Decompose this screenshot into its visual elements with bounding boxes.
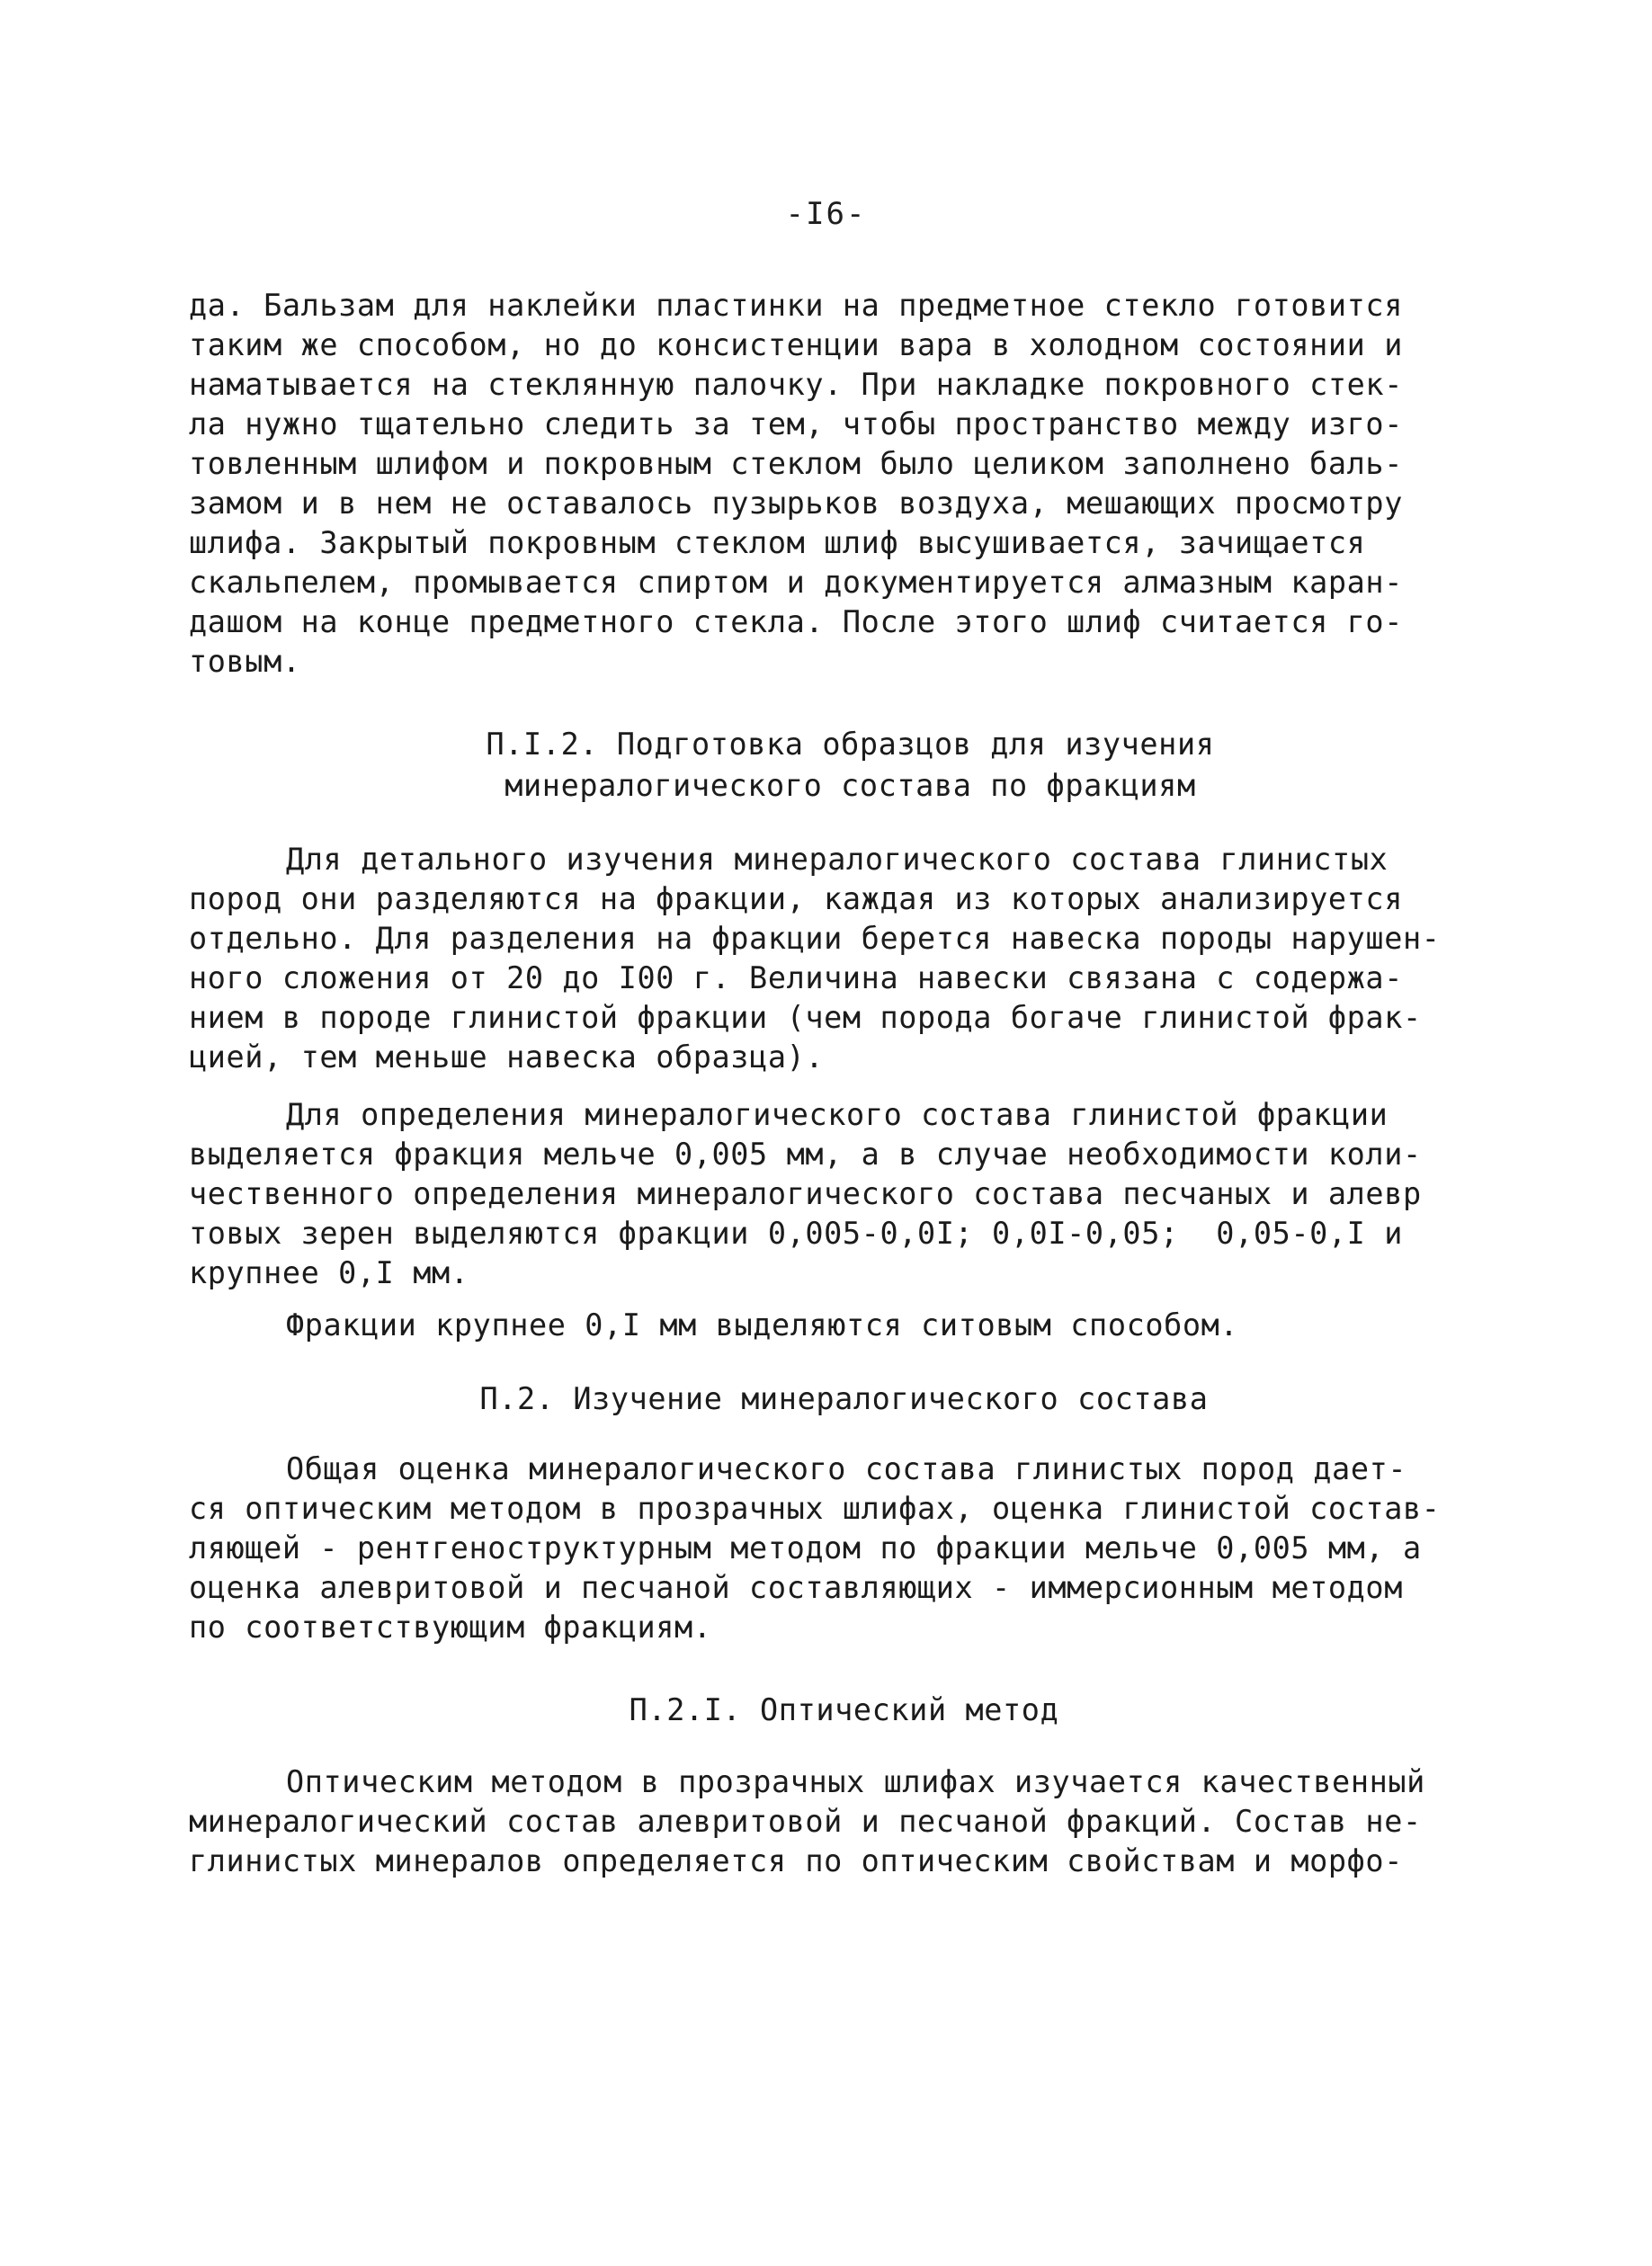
text-line: пород они разделяются на фракции, каждая из которых анализируется bbox=[189, 881, 1403, 916]
text-line: товых зерен выделяются фракции 0,005-0,0I; 0,0I-0,05; 0,05-0,I и bbox=[189, 1216, 1403, 1251]
page-number: -I6- bbox=[785, 196, 867, 232]
section-heading: минералогического состава по фракциям bbox=[505, 768, 1196, 803]
section-heading: П.I.2. Подготовка образцов для изучения bbox=[486, 727, 1215, 762]
text-line: нием в породе глинистой фракции (чем порода богаче глинистой фрак- bbox=[189, 1000, 1422, 1035]
text-line: Для определения минералогического состава глинистой фракции bbox=[286, 1097, 1389, 1132]
text-line: глинистых минералов определяется по оптическим свойствам и морфо- bbox=[189, 1843, 1403, 1878]
text-line: оценка алевритовой и песчаной составляющих - иммерсионным методом bbox=[189, 1570, 1403, 1605]
text-line: ла нужно тщательно следить за тем, чтобы пространство между изго- bbox=[189, 406, 1403, 442]
text-line: скальпелем, промывается спиртом и документируется алмазным каран- bbox=[189, 565, 1403, 600]
text-line: да. Бальзам для наклейки пластинки на предметное стекло готовится bbox=[189, 288, 1403, 323]
text-line: товым. bbox=[189, 644, 301, 679]
text-line: шлифа. Закрытый покровным стеклом шлиф высушивается, зачищается bbox=[189, 525, 1366, 560]
text-line: замом и в нем не оставалось пузырьков воздуха, мешающих просмотру bbox=[189, 486, 1403, 521]
text-line: дашом на конце предметного стекла. После этого шлиф считается го- bbox=[189, 604, 1403, 639]
text-line: цией, тем меньше навеска образца). bbox=[189, 1039, 825, 1075]
text-line: минералогический состав алевритовой и песчаной фракций. Состав не- bbox=[189, 1804, 1422, 1839]
text-line: Для детального изучения минералогического состава глинистых bbox=[286, 842, 1389, 877]
text-line: товленным шлифом и покровным стеклом было целиком заполнено баль- bbox=[189, 446, 1403, 481]
text-line: ся оптическим методом в прозрачных шлифах, оценка глинистой состав- bbox=[189, 1491, 1441, 1526]
text-line: по соответствующим фракциям. bbox=[189, 1610, 712, 1645]
text-line: Фракции крупнее 0,I мм выделяются ситовым способом. bbox=[286, 1307, 1239, 1343]
section-heading: П.2.I. Оптический метод bbox=[629, 1692, 1059, 1727]
text-line: ляющей - рентгеноструктурным методом по фракции мельче 0,005 мм, а bbox=[189, 1530, 1422, 1566]
text-line: чественного определения минералогического состава песчаных и алевр bbox=[189, 1176, 1422, 1211]
text-line: отдельно. Для разделения на фракции берется навеска породы нарушен- bbox=[189, 921, 1441, 956]
text-line: Оптическим методом в прозрачных шлифах изучается качественный bbox=[286, 1764, 1425, 1799]
text-line: таким же способом, но до консистенции вара в холодном состоянии и bbox=[189, 327, 1403, 362]
text-line: выделяется фракция мельче 0,005 мм, а в случае необходимости коли- bbox=[189, 1137, 1422, 1172]
text-line: крупнее 0,I мм. bbox=[189, 1255, 469, 1290]
text-line: Общая оценка минералогического состава глинистых пород дает- bbox=[286, 1451, 1407, 1486]
text-line: ного сложения от 20 до I00 г. Величина навески связана с содержа- bbox=[189, 960, 1403, 995]
section-heading: П.2. Изучение минералогического состава bbox=[479, 1381, 1209, 1416]
text-line: наматывается на стеклянную палочку. При накладке покровного стек- bbox=[189, 367, 1403, 402]
